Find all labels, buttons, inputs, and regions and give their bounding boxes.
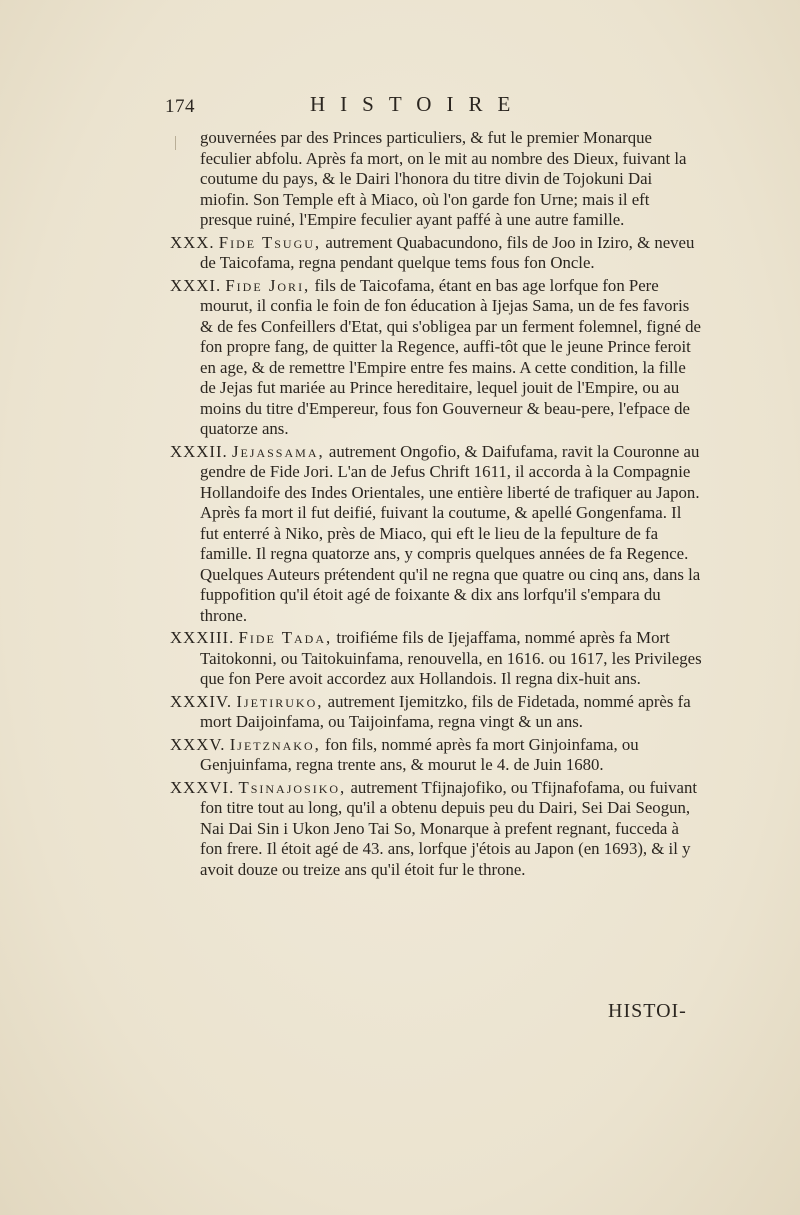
catchword: HISTOI- [608, 1000, 687, 1022]
paragraph-text: autrement Ongofio, & Daifufama, ravit la Couronne au gendre de Fide Jori. L'an de Jefus Chrift 1611, il accorda à la Compagnie Hollandoife des Indes Orientales, une entière liberté de trafiquer au Japon. Après fa mort il fut deifié, fuivant la coutume, & apellé Gongenfama. Il fut enterré à Niko, près de Miaco, qui eft le lieu de la fepulture de fa famille. Il regna quatorze ans, y compris quelques années de fa Regence. Quelques Auteurs prétendent qu'il ne regna que quatre ou cinq ans, dans la fuppofition qu'il étoit agé de foixante & dix ans lorfqu'il s'empara du throne. [200, 441, 701, 625]
ruler-name: Fide Tsugu, [218, 232, 322, 252]
paragraph-0 [170, 128, 702, 231]
running-head: HISTOIRE [310, 92, 526, 116]
roman-numeral: XXXV. [170, 734, 226, 754]
ruler-name: Ijetiruko, [236, 691, 324, 711]
ruler-name: Fide Jori, [225, 275, 311, 295]
roman-numeral: XXXVI. [170, 777, 235, 797]
page-number: 174 [165, 96, 195, 117]
paragraph-text: fils de Taicofama, étant en bas age lorfque fon Pere mourut, il confia le foin de fon éducation à Ijejas Sama, un de fes favoris & de fes Confeillers d'Etat, qui s'obligea par un ferment folemnel, figné de fon propre fang, de quitter la Regence, auffi-tôt que le jeune Prince feroit en age, & de remettre l'Empire entre fes mains. A cette condition, la fille de Jejas fut mariée au Prince hereditaire, lequel jouit de l'Empire, ou au moins du titre d'Empereur, fous fon Gouverneur & beau-pere, l'efpace de quatorze ans. [200, 275, 701, 438]
roman-numeral: XXX. [170, 232, 215, 252]
roman-numeral: XXXIII. [170, 628, 235, 647]
paragraph-2 [170, 276, 702, 440]
paragraph-4 [170, 628, 702, 690]
paragraph-text: autrement Quabacundono, fils de Joo in Iziro, & neveu de Taicofama, regna pendant quelque tems fous fon Oncle. [200, 232, 695, 272]
ruler-name: Ijetznako, [229, 734, 321, 754]
paragraph-5 [170, 692, 702, 733]
paragraph-6 [170, 735, 702, 776]
roman-numeral: XXXIV. [170, 691, 233, 711]
ruler-name: Tsinajosiko, [238, 777, 347, 797]
roman-numeral: XXXII. [170, 441, 228, 461]
ruler-name: Jejassama, [231, 441, 325, 461]
paragraph-1 [170, 233, 702, 274]
paragraph-7 [170, 778, 702, 881]
paragraph-3 [170, 442, 702, 627]
paragraph-text: troifiéme fils de Ijejaffama, nommé après fa Mort Taitokonni, ou Taitokuinfama, renouvella, en 1616. ou 1617, les Privileges que fon Pere avoit accordez aux Hollandois. Il regna dix-huit ans. [200, 628, 702, 688]
roman-numeral: XXXI. [170, 275, 222, 295]
paragraph-text: autrement Ijemitzko, fils de Fidetada, nommé après fa mort Daijoinfama, ou Taijoinfama, regna vingt & un ans. [200, 691, 691, 731]
body-text [170, 128, 702, 880]
paragraph-text: fon fils, nommé après fa mort Ginjoinfama, ou Genjuinfama, regna trente ans, & mourut le 4. de Juin 1680. [200, 734, 639, 774]
paragraph-text: gouvernées par des Princes particuliers, & fut le premier Monarque feculier abfolu. Après fa mort, on le mit au nombre des Dieux, fuivant la coutume du pays, & le Dairi l'honora du titre divin de Tojokuni Dai miofin. Son Temple eft à Miaco, où l'on garde fon Urne; mais il eft presque ruiné, l'Empire feculier ayant paffé à une autre famille. [200, 128, 687, 229]
margin-mark [175, 136, 176, 150]
paragraph-text: autrement Tfijnajofiko, ou Tfijnafofama, ou fuivant fon titre tout au long, qu'il a obtenu depuis peu du Dairi, Sei Dai Seogun, Nai Dai Sin i Ukon Jeno Tai So, Monarque à prefent regnant, fucceda à fon frere. Il étoit agé de 43. ans, lorfque j'étois au Japon (en 1693), & il y avoit douze ou treize ans qu'il étoit fur le throne. [200, 777, 698, 879]
ruler-name: Fide Tada, [238, 628, 333, 647]
